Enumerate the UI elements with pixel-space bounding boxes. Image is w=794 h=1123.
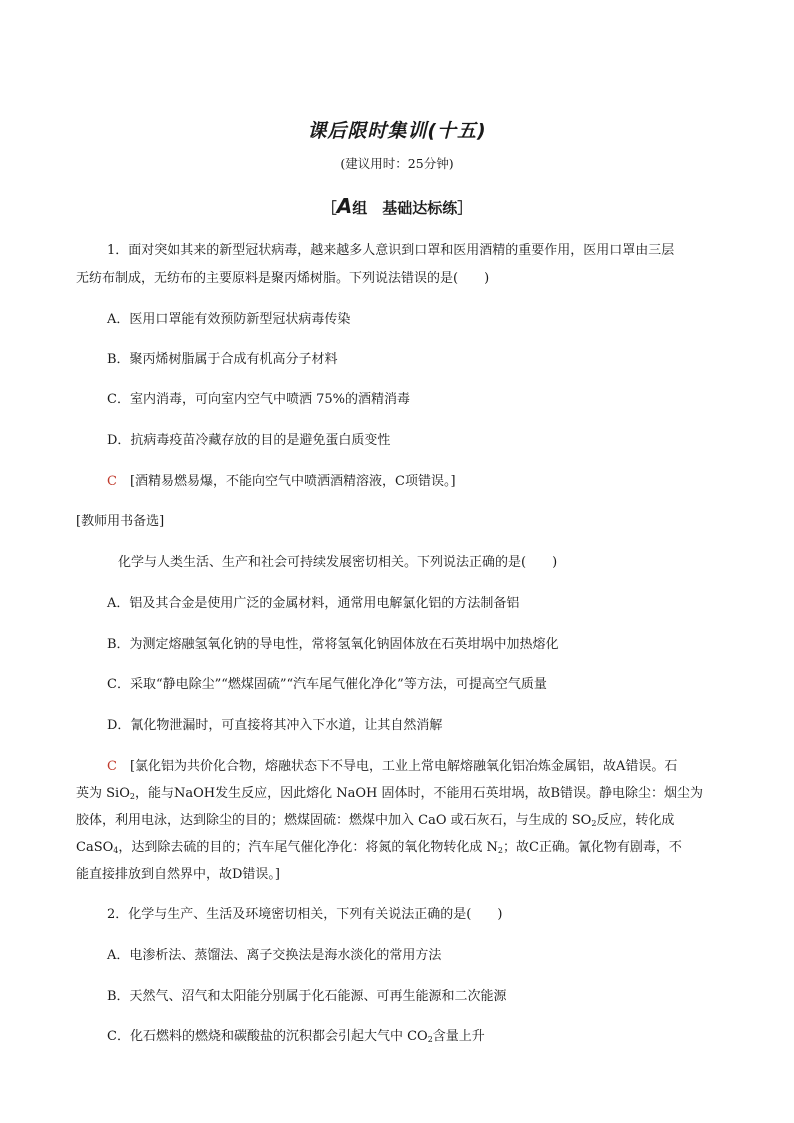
ex2-part-a: 英为 SiO [76,786,130,801]
q2-option-c [107,1024,727,1053]
page-title: 课后限时集训(十五) [307,120,487,142]
teacher-label: [教师用书备选] [76,514,165,529]
q1-explanation: [酒精易燃易爆，不能向空气中喷洒酒精溶液，C项错误。] [129,474,456,489]
teacher-explanation-1: [氯化铝为共价化合物，熔融状态下不导电，工业上常电解熔融氧化铝冶炼金属铝，故A错误。石 [129,759,678,774]
teacher-option-a: A．铝及其合金是使用广泛的金属材料，通常用电解氯化铝的方法制备铝 [107,596,520,611]
ex4-part-b: ，达到除去硫的目的；汽车尾气催化净化：将氮的氧化物转化成 N [118,840,498,855]
teacher-explanation-5: 能直接排放到自然界中，故D错误。] [76,867,280,882]
ex3-part-a: 胶体，利用电泳，达到除尘的目的；燃煤固硫：燃煤中加入 CaO 或石灰石，与生成的 SO [76,813,592,828]
q1-answer [107,469,727,495]
sub-2: 2 [497,846,503,855]
q1-stem-line1: 1．面对突如其来的新型冠状病毒，越来越多人意识到口罩和医用酒精的重要作用，医用口罩由三层 [107,243,675,258]
teacher-answer-line1 [107,754,727,780]
teacher-stem: 化学与人类生活、生产和社会可持续发展密切相关。下列说法正确的是( ) [118,555,558,570]
q2-option-a: A．电渗析法、蒸馏法、离子交换法是海水淡化的常用方法 [107,948,442,963]
teacher-answer-letter: C [107,759,117,774]
q1-option-a: A．医用口罩能有效预防新型冠状病毒传染 [107,312,351,327]
q1-answer-letter: C [107,474,117,489]
q1-option-c: C．室内消毒，可向室内空气中喷洒 75%的酒精消毒 [107,392,410,407]
ex4-part-c: ；故C正确。氰化物有剧毒，不 [502,840,682,855]
sub-4: 4 [113,846,119,855]
sub-2: 2 [427,1035,433,1044]
ex2-part-b: ，能与NaOH发生反应，因此熔化 NaOH 固体时，不能用石英坩埚，故B错误。静电除尘：烟尘为 [134,786,704,801]
q1-option-b: B．聚丙烯树脂属于合成有机高分子材料 [107,352,338,367]
q1-option-d: D．抗病毒疫苗冷藏存放的目的是避免蛋白质变性 [107,433,391,448]
q2-stem: 2．化学与生产、生活及环境密切相关，下列有关说法正确的是( ) [107,907,503,922]
teacher-option-c: C．采取“静电除尘”“燃煤固硫”“汽车尾气催化净化”等方法，可提高空气质量 [107,677,547,692]
group-label: 组 基础达标练 [352,199,458,217]
teacher-explanation-4 [76,835,696,864]
q2-option-c-part-b: 含量上升 [432,1029,485,1044]
group-heading: ［A组 基础达标练］ [321,194,473,218]
sub-2: 2 [591,819,597,828]
ex3-part-b: 反应，转化成 [596,813,675,828]
q2-option-b: B．天然气、沼气和太阳能分别属于化石能源、可再生能源和二次能源 [107,989,507,1004]
teacher-option-d: D．氰化物泄漏时，可直接将其冲入下水道，让其自然消解 [107,718,443,733]
group-letter: A [336,194,353,218]
suggested-time: (建议用时：25分钟) [340,156,454,171]
q1-stem-line2: 无纺布制成，无纺布的主要原料是聚丙烯树脂。下列说法错误的是( ) [76,271,490,286]
teacher-option-b: B．为测定熔融氢氧化钠的导电性，常将氢氧化钠固体放在石英坩埚中加热熔化 [107,637,559,652]
sub-2: 2 [129,792,135,801]
teacher-explanation-3 [76,808,696,837]
ex4-part-a: CaSO [76,840,114,855]
teacher-explanation-2 [76,781,704,810]
q2-option-c-part-a: C．化石燃料的燃烧和碳酸盐的沉积都会引起大气中 CO [107,1029,428,1044]
